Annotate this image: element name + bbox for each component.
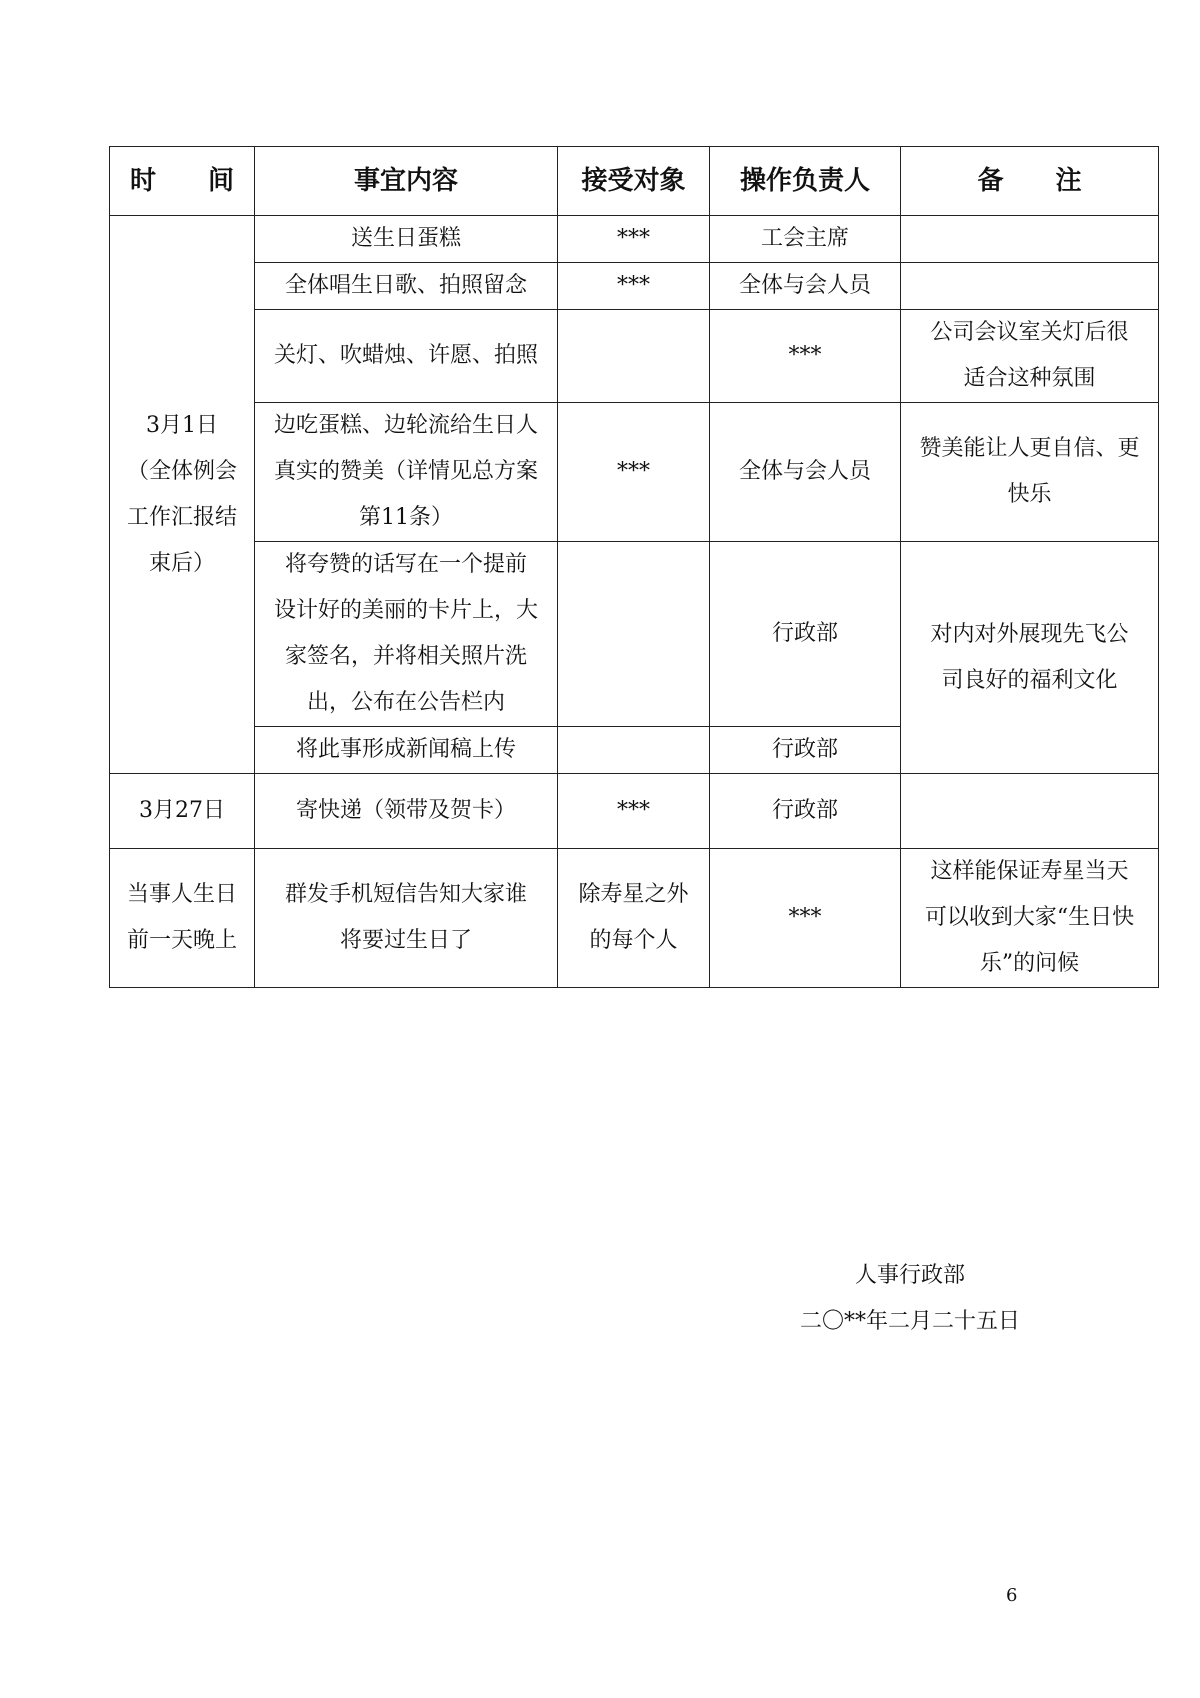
time-line: 前一天晚上 — [126, 928, 237, 953]
content-cell — [255, 310, 558, 403]
content-line: 全体唱生日歌、拍照留念 — [284, 273, 527, 298]
content-line: 寄快递（领带及贺卡） — [295, 798, 516, 823]
time-line: 工作汇报结 — [126, 504, 237, 530]
target-line: 的每个人 — [589, 928, 678, 953]
table-row — [110, 263, 1159, 310]
content-cell — [255, 849, 558, 988]
owner-cell: *** — [710, 849, 901, 988]
target-cell: *** — [558, 216, 710, 263]
content-line: 关灯、吹蜡烛、许愿、拍照 — [273, 343, 538, 368]
owner-cell: 全体与会人员 — [710, 403, 901, 542]
note-line: 对内对外展现先飞公 — [930, 621, 1129, 647]
owner-cell: 行政部 — [710, 727, 901, 774]
target-cell — [558, 849, 710, 988]
owner-cell: 行政部 — [710, 774, 901, 849]
note-line: 快乐 — [1007, 482, 1052, 507]
target-cell: *** — [558, 403, 710, 542]
header-time: 时 间 — [110, 147, 255, 216]
table-row — [110, 542, 1159, 727]
note-line: 适合这种氛围 — [963, 366, 1096, 391]
page-number: 6 — [1006, 1585, 1018, 1606]
content-cell — [255, 727, 558, 774]
note-cell — [901, 403, 1159, 542]
note-line: 赞美能让人更自信、更 — [919, 436, 1140, 461]
table-row — [110, 216, 1159, 263]
note-line: 可以收到大家“生日快 — [924, 905, 1135, 930]
content-line: 送生日蛋糕 — [350, 226, 461, 251]
content-cell — [255, 403, 558, 542]
header-target: 接受对象 — [558, 147, 710, 216]
note-line: 司良好的福利文化 — [941, 667, 1118, 693]
note-cell — [901, 542, 1159, 774]
note-cell — [901, 774, 1159, 849]
content-line: 边吃蛋糕、边轮流给生日人 — [273, 413, 538, 438]
header-content: 事宜内容 — [255, 147, 558, 216]
time-cell: 3月27日 — [110, 774, 255, 849]
note-line: 乐”的问候 — [979, 951, 1080, 976]
signature-department: 人事行政部 — [854, 1263, 965, 1288]
time-cell — [110, 849, 255, 988]
table-row — [110, 849, 1159, 988]
owner-cell: *** — [710, 310, 901, 403]
content-line: 将要过生日了 — [339, 928, 472, 953]
target-cell: *** — [558, 263, 710, 310]
owner-cell: 行政部 — [710, 542, 901, 727]
content-cell — [255, 216, 558, 263]
note-cell — [901, 263, 1159, 310]
target-cell — [558, 542, 710, 727]
target-cell — [558, 727, 710, 774]
signature-date: 二〇**年二月二十五日 — [799, 1309, 1020, 1334]
birthday-plan-table — [109, 146, 1159, 988]
time-line: 当事人生日 — [126, 882, 237, 907]
content-cell — [255, 542, 558, 727]
content-line: 家签名，并将相关照片洗 — [284, 644, 527, 669]
note-cell — [901, 310, 1159, 403]
target-cell — [558, 310, 710, 403]
header-row — [110, 147, 1159, 216]
target-line: 除寿星之外 — [578, 882, 689, 907]
content-line: 出，公布在公告栏内 — [306, 690, 505, 715]
time-line: 束后） — [148, 550, 215, 576]
header-owner: 操作负责人 — [710, 147, 901, 216]
content-line: 将夸赞的话写在一个提前 — [284, 552, 527, 577]
target-cell: *** — [558, 774, 710, 849]
time-line: （全体例会 — [126, 458, 237, 484]
owner-cell: 全体与会人员 — [710, 263, 901, 310]
owner-cell: 工会主席 — [710, 216, 901, 263]
note-line: 这样能保证寿星当天 — [930, 859, 1129, 884]
table-row — [110, 774, 1159, 849]
note-cell — [901, 849, 1159, 988]
header-note: 备 注 — [901, 147, 1159, 216]
content-cell — [255, 263, 558, 310]
table-row — [110, 310, 1159, 403]
content-line: 第11条） — [359, 505, 453, 530]
table-row — [110, 403, 1159, 542]
content-line: 群发手机短信告知大家谁 — [284, 882, 527, 907]
content-line: 将此事形成新闻稿上传 — [295, 737, 516, 762]
content-line: 设计好的美丽的卡片上，大 — [273, 598, 538, 623]
note-cell — [901, 216, 1159, 263]
time-cell — [110, 216, 255, 774]
time-line: 3月1日 — [146, 412, 218, 438]
content-cell — [255, 774, 558, 849]
note-line: 公司会议室关灯后很 — [930, 320, 1129, 345]
content-line: 真实的赞美（详情见总方案 — [273, 459, 538, 484]
